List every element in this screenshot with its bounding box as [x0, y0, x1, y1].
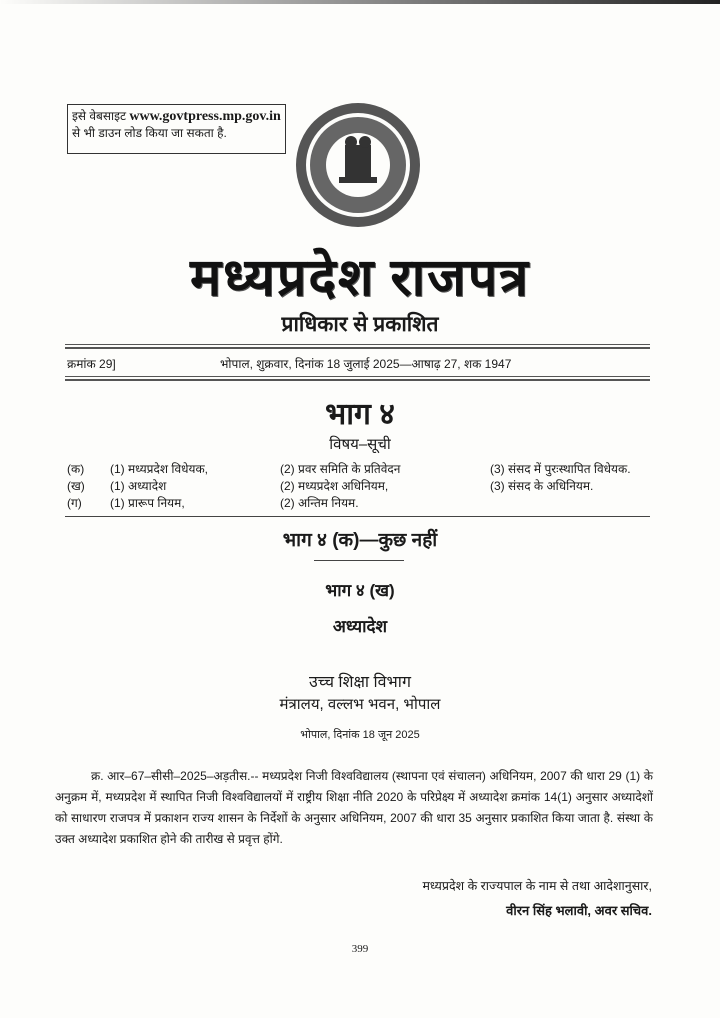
header-rule — [65, 344, 650, 349]
website-note-prefix: इसे वेबसाइट — [72, 109, 130, 123]
issue-number: क्रमांक 29] — [67, 357, 116, 371]
section-heading: अध्यादेश — [332, 617, 388, 636]
website-note — [67, 104, 286, 154]
scan-edge — [0, 0, 720, 4]
toc-item: (3) संसद में पुरःस्थापित विधेयक. — [490, 462, 631, 476]
state-emblem-icon — [293, 100, 423, 230]
masthead-title: मध्यप्रदेश राजपत्र — [190, 250, 530, 307]
toc-item: (1) अध्यादेश — [110, 479, 167, 493]
page-number: 399 — [351, 943, 369, 955]
website-url: www.govtpress.mp.gov.in — [129, 109, 281, 124]
toc-item: (2) प्रवर समिति के प्रतिवेदन — [280, 462, 401, 476]
toc-key: (ख) — [67, 479, 85, 493]
toc-row — [67, 478, 657, 495]
toc-title: विषय–सूची — [329, 436, 391, 453]
header-rule — [65, 376, 650, 381]
toc-row — [67, 495, 657, 512]
notice-date: भोपाल, दिनांक 18 जून 2025 — [300, 729, 420, 741]
toc-item: (1) प्रारूप नियम, — [110, 496, 185, 510]
notice-body: क्र. आर–67–सीसी–2025–अड़तीस.-- मध्यप्रदेश निजी विश्वविद्यालय (स्थापना एवं संचालन) अधिनियम, 2007 की धारा 29 (1) के अनुक्रम में, मध्यप्रदेश में स्थापित निजी विश्वविद्यालयों में राष्ट्रीय शिक्षा नीति 2020 के परिप्रेक्ष्य में अध्यादेश क्रमांक 14(1) अनुसार अध्यादेशों को साधारण राजपत्र में प्रकाशन राज्य शासन के निर्देशों के अनुसार अधिनियम, 2007 की धारा 35 अनुसार प्रकाशित किया जाता है. संस्था के उक्त अध्यादेश प्रकाशित होने की तारीख से प्रवृत्त होंगे. — [55, 769, 653, 846]
toc-row — [67, 461, 657, 478]
department-address: मंत्रालय, वल्लभ भवन, भोपाल — [279, 696, 441, 713]
department-name: उच्च शिक्षा विभाग — [309, 674, 411, 691]
masthead-subtitle: प्राधिकार से प्रकाशित — [281, 313, 439, 336]
table-of-contents — [67, 461, 657, 512]
website-note-line2: से भी डाउन लोड किया जा सकता है. — [72, 126, 227, 140]
toc-item: (3) संसद के अधिनियम. — [490, 479, 594, 493]
toc-key: (क) — [67, 462, 85, 476]
toc-key: (ग) — [67, 496, 82, 510]
toc-rule — [65, 516, 650, 517]
toc-item: (1) मध्यप्रदेश विधेयक, — [110, 462, 209, 476]
part-kha-heading: भाग ४ (ख) — [325, 581, 395, 600]
part-ka-heading: भाग ४ (क)—कुछ नहीं — [282, 530, 438, 551]
toc-item: (2) अन्तिम नियम. — [280, 496, 359, 510]
signature-authority: मध्यप्रदेश के राज्यपाल के नाम से तथा आदेशानुसार, — [422, 879, 652, 893]
signature-name: वीरन सिंह भलावी, अवर सचिव. — [506, 903, 652, 918]
part-title: भाग ४ — [325, 398, 395, 431]
issue-dateline: भोपाल, शुक्रवार, दिनांक 18 जुलाई 2025—आषाढ़ 27, शक 1947 — [220, 357, 512, 371]
short-rule — [314, 560, 404, 561]
toc-item: (2) मध्यप्रदेश अधिनियम, — [280, 479, 389, 493]
